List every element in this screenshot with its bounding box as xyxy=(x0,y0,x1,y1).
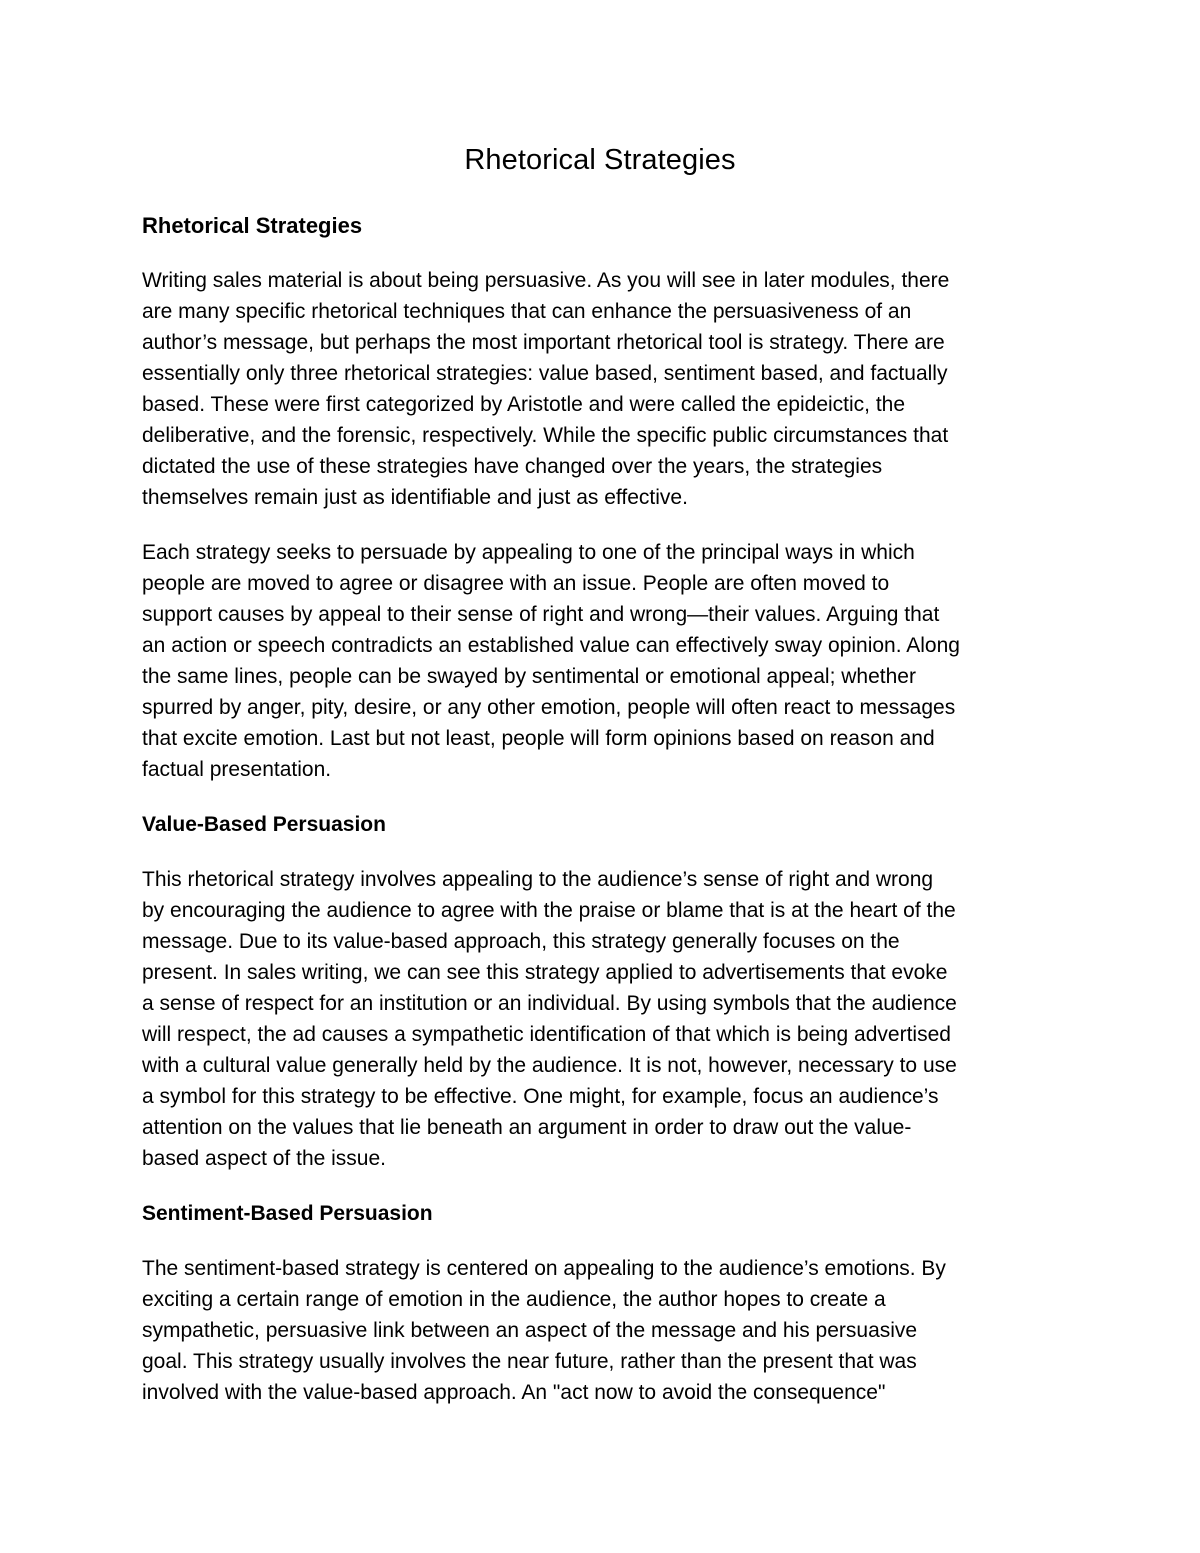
document-body xyxy=(142,210,1102,1432)
document-title: Rhetorical Strategies xyxy=(464,144,736,176)
section-sentiment-based-persuasion xyxy=(142,1198,1102,1408)
section-heading: Value-Based Persuasion xyxy=(142,813,386,836)
paragraph: The sentiment-based strategy is centered on appealing to the audience’s emotions. By exciting a certain range of emotion in the audience, the author hopes to create a sympathetic, persuasive link between an aspect of the message and his persuasive goal. This strategy usually involves the near future, rather than the present that was involved with the value-based approach. An "act now to avoid the consequence" xyxy=(142,1257,946,1404)
section-heading: Rhetorical Strategies xyxy=(142,213,363,238)
paragraph: This rhetorical strategy involves appealing to the audience’s sense of right and wrong by encouraging the audience to agree with the praise or blame that is at the heart of the message. Due to its value-based approach, this strategy generally focuses on the present. In sales writing, we can see this strategy applied to advertisements that evoke a sense of respect for an institution or an individual. By using symbols that the audience will respect, the ad causes a sympathetic identification of that which is being advertised with a cultural value generally held by the audience. It is not, however, necessary to use a symbol for this strategy to be effective. One might, for example, focus an audience’s attention on the values that lie beneath an argument in order to draw out the value- based aspect of the issue. xyxy=(142,868,957,1170)
section-heading: Sentiment-Based Persuasion xyxy=(142,1202,433,1225)
section-value-based-persuasion xyxy=(142,809,1102,1174)
section-rhetorical-strategies xyxy=(142,210,1102,785)
paragraph: Each strategy seeks to persuade by appealing to one of the principal ways in which people are moved to agree or disagree with an issue. People are often moved to support causes by appeal to their sense of right and wrong—their values. Arguing that an action or speech contradicts an established value can effectively sway opinion. Along the same lines, people can be swayed by sentimental or emotional appeal; whether spurred by anger, pity, desire, or any other emotion, people will often react to messages that excite emotion. Last but not least, people will form opinions based on reason and factual presentation. xyxy=(142,541,960,781)
paragraph: Writing sales material is about being persuasive. As you will see in later modules, there are many specific rhetorical techniques that can enhance the persuasiveness of an author’s message, but perhaps the most important rhetorical tool is strategy. There are essentially only three rhetorical strategies: value based, sentiment based, and factually based. These were first categorized by Aristotle and were called the epideictic, the deliberative, and the forensic, respectively. While the specific public circumstances that dictated the use of these strategies have changed over the years, the strategies themselves remain just as identifiable and just as effective. xyxy=(142,269,950,509)
